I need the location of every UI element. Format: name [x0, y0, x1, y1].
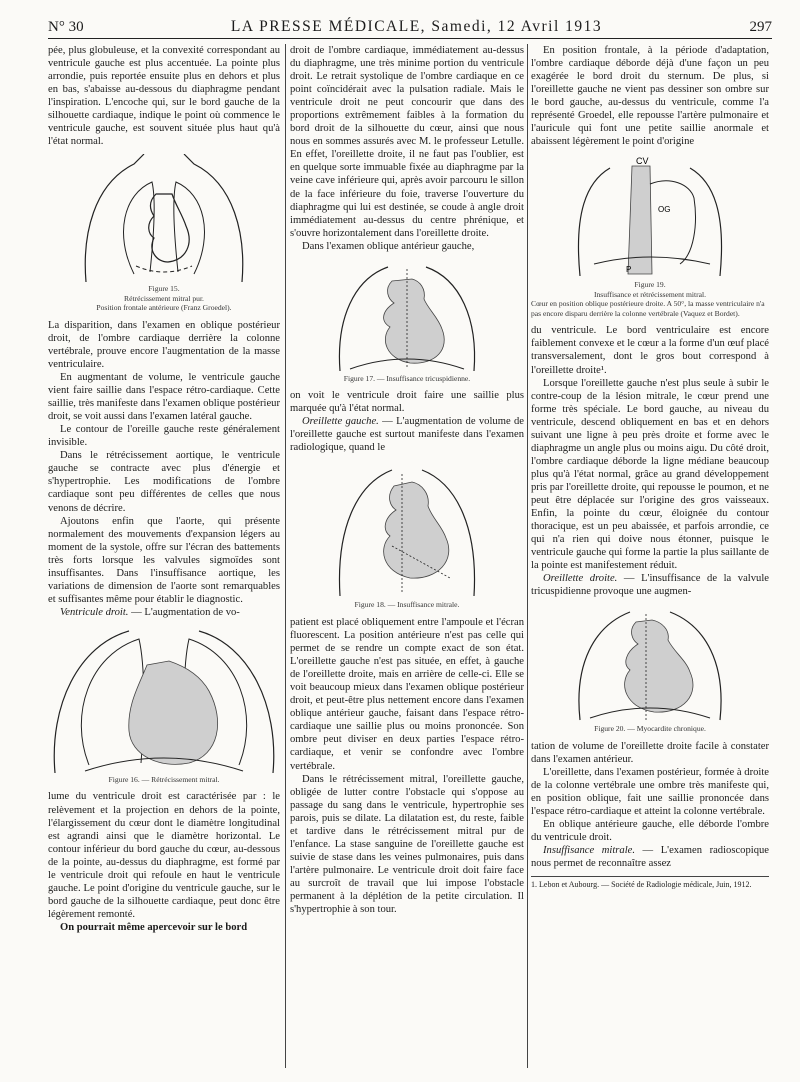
fig19-label-og: OG	[658, 205, 671, 215]
section-heading: Oreillette droite.	[543, 573, 618, 585]
figure-caption: Figure 18. — Insuffisance mitrale.	[354, 600, 460, 610]
paragraph: droit de l'ombre cardiaque, immédiatement au-dessus du diaphragme, une très minime portion du ventricule droit. Le retrait systolique de l'ombre cardiaque en ce point coïncidérait avec la pulsation radiale. Mais le ventricule droit ne peut concourir que dans des proportions extrêmement faibles à la formation du bord droit de la silhouette du cœur, ainsi que nous nous en sommes assurés avec M. le professeur Letulle. En effet, l'oreillette droite, il ne faut pas l'oublier, est en quelque sorte immuable fixée au diaphragme par la veine cave inférieure qui, après avoir parcouru le sillon de la face inférieure du foie, traverse l'ouverture du diaphragme qui lui est destinée, se coude à angle droit immédiatement au-dessus du centre phrénique, et s'ouvre horizontalement dans l'oreillette droite.	[290, 45, 524, 239]
fig19-label-cv: CV	[636, 156, 649, 167]
figure-19	[531, 154, 769, 318]
paragraph: En oblique antérieure gauche, elle déborde l'ombre du ventricule droit.	[531, 819, 769, 844]
figure-caption: Insuffisance et rétrécissement mitral.	[593, 289, 707, 299]
paragraph: L'oreillette, dans l'examen postérieur, formée à droite de la colonne vertébrale une ombre très manifeste qui, en position oblique, fait une saillie prononcée dans l'espace rétro-cardiaque et atteint la colonne vertébrale.	[531, 766, 769, 818]
paragraph: Lorsque l'oreillette gauche n'est plus seule à subir le contre-coup de la lésion mitrale, le cœur prend une forme très spéciale. Le bord gauche, au niveau du ventricule, descend obliquement en bas et en dehors suivant une ligne à peu près droite et forme avec le diaphragme un angle plus ou moins aigu. Du côté droit, l'ombre cardiaque déborde la ligne médiane beaucoup plus qu'à l'état normal, grâce au grand développement pris par l'oreillette droite, qui repousse le poumon, et ne peut être déplacée sur l'origine des gros vaisseaux. Enfin, la pointe du cœur, éloignée du contour thoracique, est un peu abaissée, et parfois arrondie, ce qui n'a rien qui doive nous étonner, puisque le ventricule gauche qui forme la partie la plus saillante de la pointe est manifestement réduit.	[531, 377, 769, 572]
figure-19-drawing	[570, 154, 730, 280]
figure-caption: Cœur en position oblique postérieure droite. A 50°, la masse ventriculaire n'a pas encore disparu derrière la colonne vertébrale (Vaquez et Bordet).	[531, 299, 765, 318]
column-divider	[527, 44, 528, 1068]
paragraph: tation de volume de l'oreillette droite facile à constater dans l'examen antérieur.	[531, 740, 769, 765]
paragraph	[531, 844, 769, 870]
paragraph: on voit le ventricule droit faire une saillie plus marquée qu'à l'état normal.	[290, 390, 524, 415]
paragraph: On pourrait même apercevoir sur le bord	[60, 921, 248, 933]
column-1	[48, 44, 280, 934]
paragraph: du ventricule. Le bord ventriculaire est encore faiblement convexe et le cœur a la forme d'un œuf placé transversalement, dont le gros bout correspond à l'oreillette droite¹.	[531, 325, 769, 376]
paragraph	[531, 572, 769, 598]
page-number: 297	[749, 19, 772, 35]
issue-number: N° 30	[48, 19, 84, 35]
paragraph: lume du ventricule droit est caractérisée par : le relèvement et la projection en dehors de la pointe, l'élargissement du cœur dont le diamètre longitudinal est agrandi ainsi que le diamètre horizontal. Le contour inférieur du bord gauche du cœur, au-dessous de la pointe, au-dessus du diaphragme, est formé par le ventricule droit qui refoule en haut le ventricule gauche. Le point d'origine du ventricule gauche, sur le bord gauche de la silhouette cardiaque, peut donc être légèrement remonté.	[48, 791, 280, 920]
column-3	[531, 44, 769, 890]
figure-caption: Figure 20. — Myocardite chronique.	[594, 724, 706, 734]
figure-17-drawing	[332, 259, 482, 374]
paragraph: pée, plus globuleuse, et la convexité correspondant au ventricule gauche est plus accentuée. La pointe plus arrondie, puis reportée ensuite plus en dehors et plus en bas, s'abaisse au-dessous du diaphragme pendant l'inspiration. L'encoche qui, sur le bord gauche de la silhouette cardiaque, indique le point où commence le ventricule gauche, est souvent située plus haut qu'à l'état normal.	[48, 45, 280, 148]
paragraph: Le contour de l'oreille gauche reste généralement invisible.	[48, 424, 280, 449]
fig19-label-p: P	[626, 265, 632, 275]
figure-caption: Figure 15.	[148, 284, 180, 294]
paragraph: En position frontale, à la période d'adaptation, l'ombre cardiaque déborde déjà d'une façon un peu exagérée le bord droit du sternum. De plus, si l'oreillette gauche ne vient pas dessiner son ombre sur le bord gauche, au-dessus du ventricule, comme l'a représenté Groedel, elle repousse l'artère pulmonaire et l'auricule qui font une petite saillie anormale et abaissent légèrement le point d'origine	[531, 45, 769, 148]
figure-16-drawing	[49, 625, 279, 775]
paragraph-text: — L'insuffisance de la valvule tricuspidienne provoque une augmen-	[531, 573, 769, 598]
section-heading: Insuffisance mitrale.	[543, 845, 635, 857]
figure-18-drawing	[332, 460, 482, 600]
paragraph: Dans le rétrécissement mitral, l'oreillette gauche, obligée de lutter contre l'obstacle qui s'oppose au passage du sang dans le ventricule, hypertrophie ses parois, puis se dilate. La dilatation est, du reste, faible et tardive dans le rétrécissement mitral pur de l'enfance. La stase sanguine de l'oreillette gauche est suivie de stase dans les veines pulmonaires, puis dans l'artère pulmonaire. Le ventricule droit doit faire face au surcroît de travail que lui impose l'obstacle permanent à la déplétion de la petite circulation. Il s'hypertrophie à son tour.	[290, 773, 524, 916]
paragraph: Dans le rétrécissement aortique, le ventricule gauche se contracte avec plus d'énergie et s'hypertrophie. Les modifications de l'ombre cardiaque sont peu différentes de celles que nous venons de décrire.	[48, 450, 280, 514]
paragraph: En augmentant de volume, le ventricule gauche vient faire saillie dans l'espace rétro-cardiaque. Cette saillie, très manifeste dans l'examen oblique postérieur droit, se voit aussi dans l'examen latéral gauche.	[48, 372, 280, 423]
paragraph-text: — L'augmentation de vo-	[128, 606, 240, 618]
figure-16	[48, 625, 280, 785]
figure-caption: Figure 19.	[634, 280, 666, 290]
section-heading: Ventricule droit.	[60, 606, 129, 618]
paragraph-text: — L'augmentation de volume de l'oreillette gauche est surtout manifeste dans l'examen radiologique, quand le	[290, 416, 525, 454]
figure-20-drawing	[570, 604, 730, 724]
footnote: 1. Lebon et Aubourg. — Société de Radiologie médicale, Juin, 1912.	[531, 876, 769, 890]
figure-caption: Rétrécissement mitral pur.	[124, 293, 204, 303]
journal-title: LA PRESSE MÉDICALE, Samedi, 12 Avril 1913	[230, 18, 603, 35]
column-2	[290, 44, 524, 916]
paragraph: Ajoutons enfin que l'aorte, qui présente normalement des mouvements d'expansion légers au moment de la systole, offre sur l'écran des battements très forts lorsque les valvules sigmoïdes sont insuffisantes. Dans l'insuffisance aortique, les variations de dimension de l'aorte sont remarquables et suffisantes même pour établir le diagnostic.	[48, 515, 280, 605]
figure-18	[290, 460, 524, 610]
paragraph	[48, 606, 280, 619]
figure-17	[290, 259, 524, 384]
figure-15-drawing	[64, 154, 264, 284]
figure-caption: Figure 17. — Insuffisance tricuspidienne.	[343, 373, 471, 383]
paragraph	[290, 415, 524, 454]
figure-15	[48, 154, 280, 313]
section-heading: Oreillette gauche.	[302, 416, 379, 428]
figure-20	[531, 604, 769, 734]
page-header	[48, 14, 772, 39]
figure-caption: Figure 16. — Rétrécissement mitral.	[108, 774, 220, 784]
column-divider	[285, 44, 286, 1068]
paragraph: La disparition, dans l'examen en oblique postérieur droit, de l'ombre cardiaque derrière la colonne vertébrale, prouve encore l'augmentation de la masse ventriculaire.	[48, 319, 280, 371]
paragraph: Dans l'examen oblique antérieur gauche,	[302, 240, 475, 252]
paragraph: patient est placé obliquement entre l'ampoule et l'écran fluorescent. La position antérieure n'est pas celle qui permet de se rendre un compte exact de son état. L'oreillette gauche n'est pas située, en effet, à gauche de l'oreillette droite, mais en arrière de celle-ci. Elle se voit beaucoup mieux dans l'examen oblique postérieur droit, et peut-être plus nettement encore dans l'examen oblique antérieur gauche, faisant dans l'espace rétro-cardiaque une saillie plus ou moins prononcée. Son ombre peut diviser en deux parties l'espace rétro-cardiaque, et venir se confondre avec l'ombre vertébrale.	[290, 616, 524, 772]
figure-caption: Position frontale antérieure (Franz Groedel).	[96, 303, 232, 313]
paragraph-text: — L'examen radioscopique nous permet de reconnaître assez	[531, 845, 769, 870]
